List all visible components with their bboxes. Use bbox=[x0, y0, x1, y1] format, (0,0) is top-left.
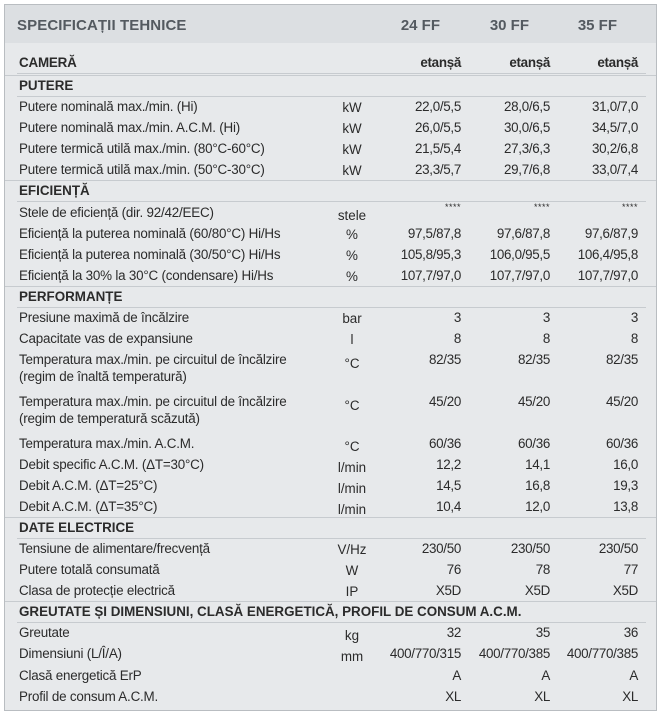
cell: 21,5/5,4 bbox=[415, 141, 461, 156]
table-row bbox=[5, 475, 656, 496]
cell: 33,0/7,4 bbox=[592, 162, 638, 177]
section-title: DATE ELECTRICE bbox=[19, 520, 135, 535]
row-label-note: (regim de înaltă temperatură) bbox=[19, 369, 187, 384]
cell: 30,0/6,5 bbox=[504, 120, 550, 135]
row-label: Debit specific A.C.M. (ΔT=30°C) bbox=[19, 457, 204, 472]
cell: 400/770/315 bbox=[389, 646, 461, 661]
row-unit: °C bbox=[344, 439, 360, 454]
table-row bbox=[5, 391, 656, 433]
row-label: Temperatura max./min. pe circuitul de încălzire bbox=[19, 352, 287, 367]
cell: 26,0/5,5 bbox=[415, 120, 461, 135]
row-unit: % bbox=[346, 269, 358, 284]
table-row bbox=[5, 580, 656, 601]
cell: 60/36 bbox=[605, 436, 638, 451]
cell: XL bbox=[622, 689, 638, 704]
spec-sheet bbox=[4, 4, 657, 711]
cell: **** bbox=[533, 202, 550, 212]
camera-label: CAMERĂ bbox=[19, 55, 77, 70]
cell: 36 bbox=[623, 625, 638, 640]
cell: 78 bbox=[535, 562, 550, 577]
cell: **** bbox=[444, 202, 461, 212]
cell: 14,5 bbox=[436, 478, 461, 493]
cell: 16,8 bbox=[525, 478, 550, 493]
cell: 230/50 bbox=[421, 541, 461, 556]
row-unit: mm bbox=[340, 649, 364, 664]
cell: 82/35 bbox=[517, 352, 550, 367]
model-30ff-header: 30 FF bbox=[489, 17, 529, 34]
cell: 82/35 bbox=[428, 352, 461, 367]
cell: 106,0/95,5 bbox=[489, 247, 550, 262]
row-unit: kW bbox=[342, 163, 362, 178]
table-row bbox=[5, 433, 656, 454]
row-label: Putere totală consumată bbox=[19, 562, 160, 577]
cell: etanșă bbox=[509, 55, 550, 70]
cell: 60/36 bbox=[517, 436, 550, 451]
cell: 34,5/7,0 bbox=[592, 120, 638, 135]
cell: 31,0/7,0 bbox=[592, 99, 638, 114]
cell: A bbox=[541, 668, 550, 683]
cell: etanșă bbox=[597, 55, 638, 70]
cell: 105,8/95,3 bbox=[400, 247, 461, 262]
cell: 60/36 bbox=[428, 436, 461, 451]
row-unit: l/min bbox=[337, 502, 367, 517]
cell: 230/50 bbox=[510, 541, 550, 556]
cell: A bbox=[629, 668, 638, 683]
cell: 10,4 bbox=[436, 499, 461, 514]
section-greutate bbox=[5, 601, 656, 623]
row-unit: kW bbox=[342, 121, 362, 136]
cell: 107,7/97,0 bbox=[400, 268, 461, 283]
cell: 400/770/385 bbox=[566, 646, 638, 661]
cell: 45/20 bbox=[605, 394, 638, 409]
row-label: Tensiune de alimentare/frecvență bbox=[19, 541, 210, 556]
row-label: Profil de consum A.C.M. bbox=[19, 689, 159, 704]
cell: 97,6/87,8 bbox=[496, 226, 550, 241]
row-unit: l/min bbox=[337, 481, 367, 496]
row-unit: bar bbox=[342, 311, 362, 326]
cell: 106,4/95,8 bbox=[577, 247, 638, 262]
row-unit: °C bbox=[344, 398, 360, 413]
row-label: Putere nominală max./min. A.C.M. (Hi) bbox=[19, 120, 241, 135]
cell: 45/20 bbox=[428, 394, 461, 409]
cell: 13,8 bbox=[613, 499, 638, 514]
row-label: Clasă energetică ErP bbox=[19, 668, 142, 683]
cell: 29,7/6,8 bbox=[504, 162, 550, 177]
cell: 230/50 bbox=[598, 541, 638, 556]
cell: 3 bbox=[630, 310, 638, 325]
row-unit: kW bbox=[342, 142, 362, 157]
table-header bbox=[5, 5, 656, 43]
row-label-note: (regim de temperatură scăzută) bbox=[19, 411, 200, 426]
section-eficienta bbox=[5, 180, 656, 202]
row-label: Temperatura max./min. pe circuitul de încălzire bbox=[19, 394, 287, 409]
table-row bbox=[5, 138, 656, 159]
table-row bbox=[5, 223, 656, 244]
cell: X5D bbox=[524, 583, 550, 598]
cell: 77 bbox=[623, 562, 638, 577]
table-row bbox=[5, 159, 656, 180]
section-title: EFICIENȚĂ bbox=[19, 183, 90, 198]
row-unit: kg bbox=[344, 628, 360, 643]
cell: 32 bbox=[446, 625, 461, 640]
cell: 400/770/385 bbox=[478, 646, 550, 661]
cell: 30,2/6,8 bbox=[592, 141, 638, 156]
row-label: Eficiență la puterea nominală (60/80°C) Hi/Hs bbox=[19, 226, 281, 241]
table-row bbox=[5, 496, 656, 517]
cell: 8 bbox=[453, 331, 461, 346]
row-label: Eficiență la puterea nominală (30/50°C) Hi/Hs bbox=[19, 247, 281, 262]
cell: 22,0/5,5 bbox=[415, 99, 461, 114]
row-label: Putere termică utilă max./min. (80°C-60°C) bbox=[19, 141, 265, 156]
cell: 76 bbox=[446, 562, 461, 577]
section-date-electrice bbox=[5, 517, 656, 539]
table-row bbox=[5, 538, 656, 559]
cell: XL bbox=[445, 689, 461, 704]
row-label: Clasa de protecție electrică bbox=[19, 583, 175, 598]
cell: 8 bbox=[542, 331, 550, 346]
model-24ff-header: 24 FF bbox=[400, 17, 440, 34]
row-unit: °C bbox=[344, 356, 360, 371]
cell: X5D bbox=[435, 583, 461, 598]
row-label: Greutate bbox=[19, 625, 70, 640]
row-unit: l/min bbox=[337, 460, 367, 475]
row-unit: % bbox=[346, 248, 358, 263]
table-row bbox=[5, 665, 656, 686]
cell: 3 bbox=[453, 310, 461, 325]
cell: 27,3/6,3 bbox=[504, 141, 550, 156]
table-row bbox=[5, 643, 656, 664]
cell: X5D bbox=[612, 583, 638, 598]
row-unit: l bbox=[350, 332, 354, 347]
cell: 82/35 bbox=[605, 352, 638, 367]
row-label: Debit A.C.M. (ΔT=35°C) bbox=[19, 499, 158, 514]
cell: 97,5/87,8 bbox=[407, 226, 461, 241]
cell: XL bbox=[534, 689, 550, 704]
cell: 12,2 bbox=[436, 457, 461, 472]
cell: etanșă bbox=[420, 55, 461, 70]
row-unit: kW bbox=[342, 100, 362, 115]
cell: 28,0/6,5 bbox=[504, 99, 550, 114]
cell: 3 bbox=[542, 310, 550, 325]
row-label: Stele de eficiență (dir. 92/42/EEC) bbox=[19, 205, 214, 220]
row-label: Dimensiuni (L/Î/A) bbox=[19, 646, 122, 661]
table-row bbox=[5, 202, 656, 223]
row-unit: V/Hz bbox=[337, 542, 367, 557]
table-row bbox=[5, 307, 656, 328]
cell: **** bbox=[621, 202, 638, 212]
section-title: PERFORMANȚE bbox=[19, 289, 123, 304]
row-unit: % bbox=[346, 227, 358, 242]
cell: 19,3 bbox=[613, 478, 638, 493]
section-putere bbox=[5, 75, 656, 97]
cell: 107,7/97,0 bbox=[489, 268, 550, 283]
row-unit: IP bbox=[345, 584, 359, 599]
cell: 12,0 bbox=[525, 499, 550, 514]
table-row bbox=[5, 454, 656, 475]
row-label: Eficiență la 30% la 30°C (condensare) Hi/Hs bbox=[19, 268, 274, 283]
row-label: Putere termică utilă max./min. (50°C-30°C) bbox=[19, 162, 265, 177]
cell: 97,6/87,9 bbox=[584, 226, 638, 241]
camera-row bbox=[5, 49, 656, 74]
table-row bbox=[5, 265, 656, 286]
table-row bbox=[5, 244, 656, 265]
table-row bbox=[5, 328, 656, 349]
cell: 14,1 bbox=[525, 457, 550, 472]
row-label: Debit A.C.M. (ΔT=25°C) bbox=[19, 478, 158, 493]
table-row bbox=[5, 622, 656, 643]
table-row bbox=[5, 686, 656, 707]
table-title: SPECIFICAȚII TEHNICE bbox=[17, 17, 187, 34]
row-label: Putere nominală max./min. (Hi) bbox=[19, 99, 198, 114]
cell: 107,7/97,0 bbox=[577, 268, 638, 283]
row-label: Capacitate vas de expansiune bbox=[19, 331, 193, 346]
cell: 45/20 bbox=[517, 394, 550, 409]
cell: A bbox=[452, 668, 461, 683]
section-performante bbox=[5, 286, 656, 308]
table-row bbox=[5, 349, 656, 391]
row-label: Presiune maximă de încălzire bbox=[19, 310, 190, 325]
cell: 16,0 bbox=[613, 457, 638, 472]
section-title: GREUTATE ȘI DIMENSIUNI, CLASĂ ENERGETICĂ, PROFIL DE CONSUM A.C.M. bbox=[19, 604, 522, 619]
cell: 35 bbox=[535, 625, 550, 640]
table-row bbox=[5, 96, 656, 117]
row-label: Temperatura max./min. A.C.M. bbox=[19, 436, 195, 451]
row-unit: W bbox=[345, 563, 359, 578]
model-35ff-header: 35 FF bbox=[577, 17, 617, 34]
cell: 23,3/5,7 bbox=[415, 162, 461, 177]
row-unit: stele bbox=[337, 208, 367, 223]
section-title: PUTERE bbox=[19, 78, 74, 93]
cell: 8 bbox=[630, 331, 638, 346]
table-row bbox=[5, 117, 656, 138]
table-row bbox=[5, 559, 656, 580]
